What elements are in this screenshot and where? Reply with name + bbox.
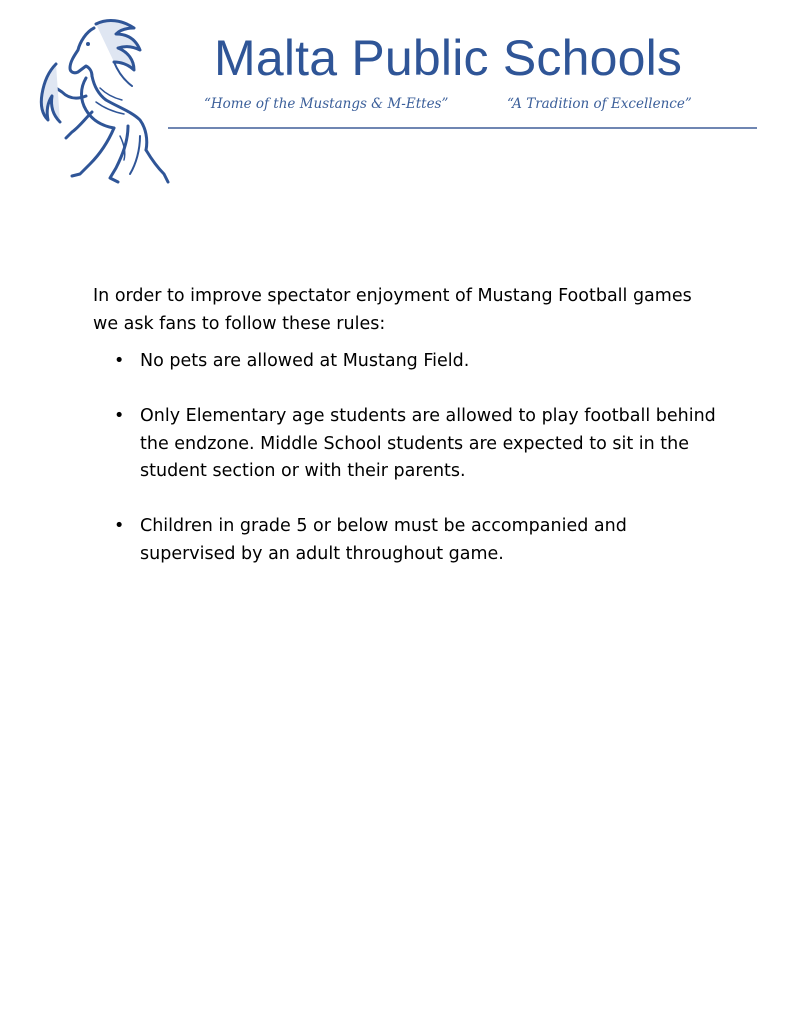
motto-right: “A Tradition of Excellence” [507,96,692,112]
rule-item [93,403,733,486]
intro-paragraph [93,283,733,338]
rule-line: student section or with their parents. [140,461,466,481]
rule-item [93,348,733,376]
rules-list [93,348,733,568]
letterhead [0,0,791,190]
mustang-horse-icon [36,16,172,186]
bullet-icon: • [114,351,125,371]
rule-item [93,513,733,568]
rule-line: the endzone. Middle School students are expected to sit in the [140,433,689,454]
notice-body [93,283,733,596]
rule-line: No pets are allowed at Mustang Field. [140,351,470,371]
intro-line: In order to improve spectator enjoyment of Mustang Football games [93,286,692,306]
motto-left: “Home of the Mustangs & M-Ettes” [204,96,449,112]
bullet-icon: • [114,406,125,426]
bullet-icon: • [114,516,125,536]
rule-line: supervised by an adult throughout game. [140,543,504,564]
rule-line: Children in grade 5 or below must be accompanied and [140,516,627,536]
school-name: Malta Public Schools [214,30,683,86]
intro-line: we ask fans to follow these rules: [93,313,386,334]
header-divider [168,127,757,129]
rule-line: Only Elementary age students are allowed to play football behind [140,406,716,426]
